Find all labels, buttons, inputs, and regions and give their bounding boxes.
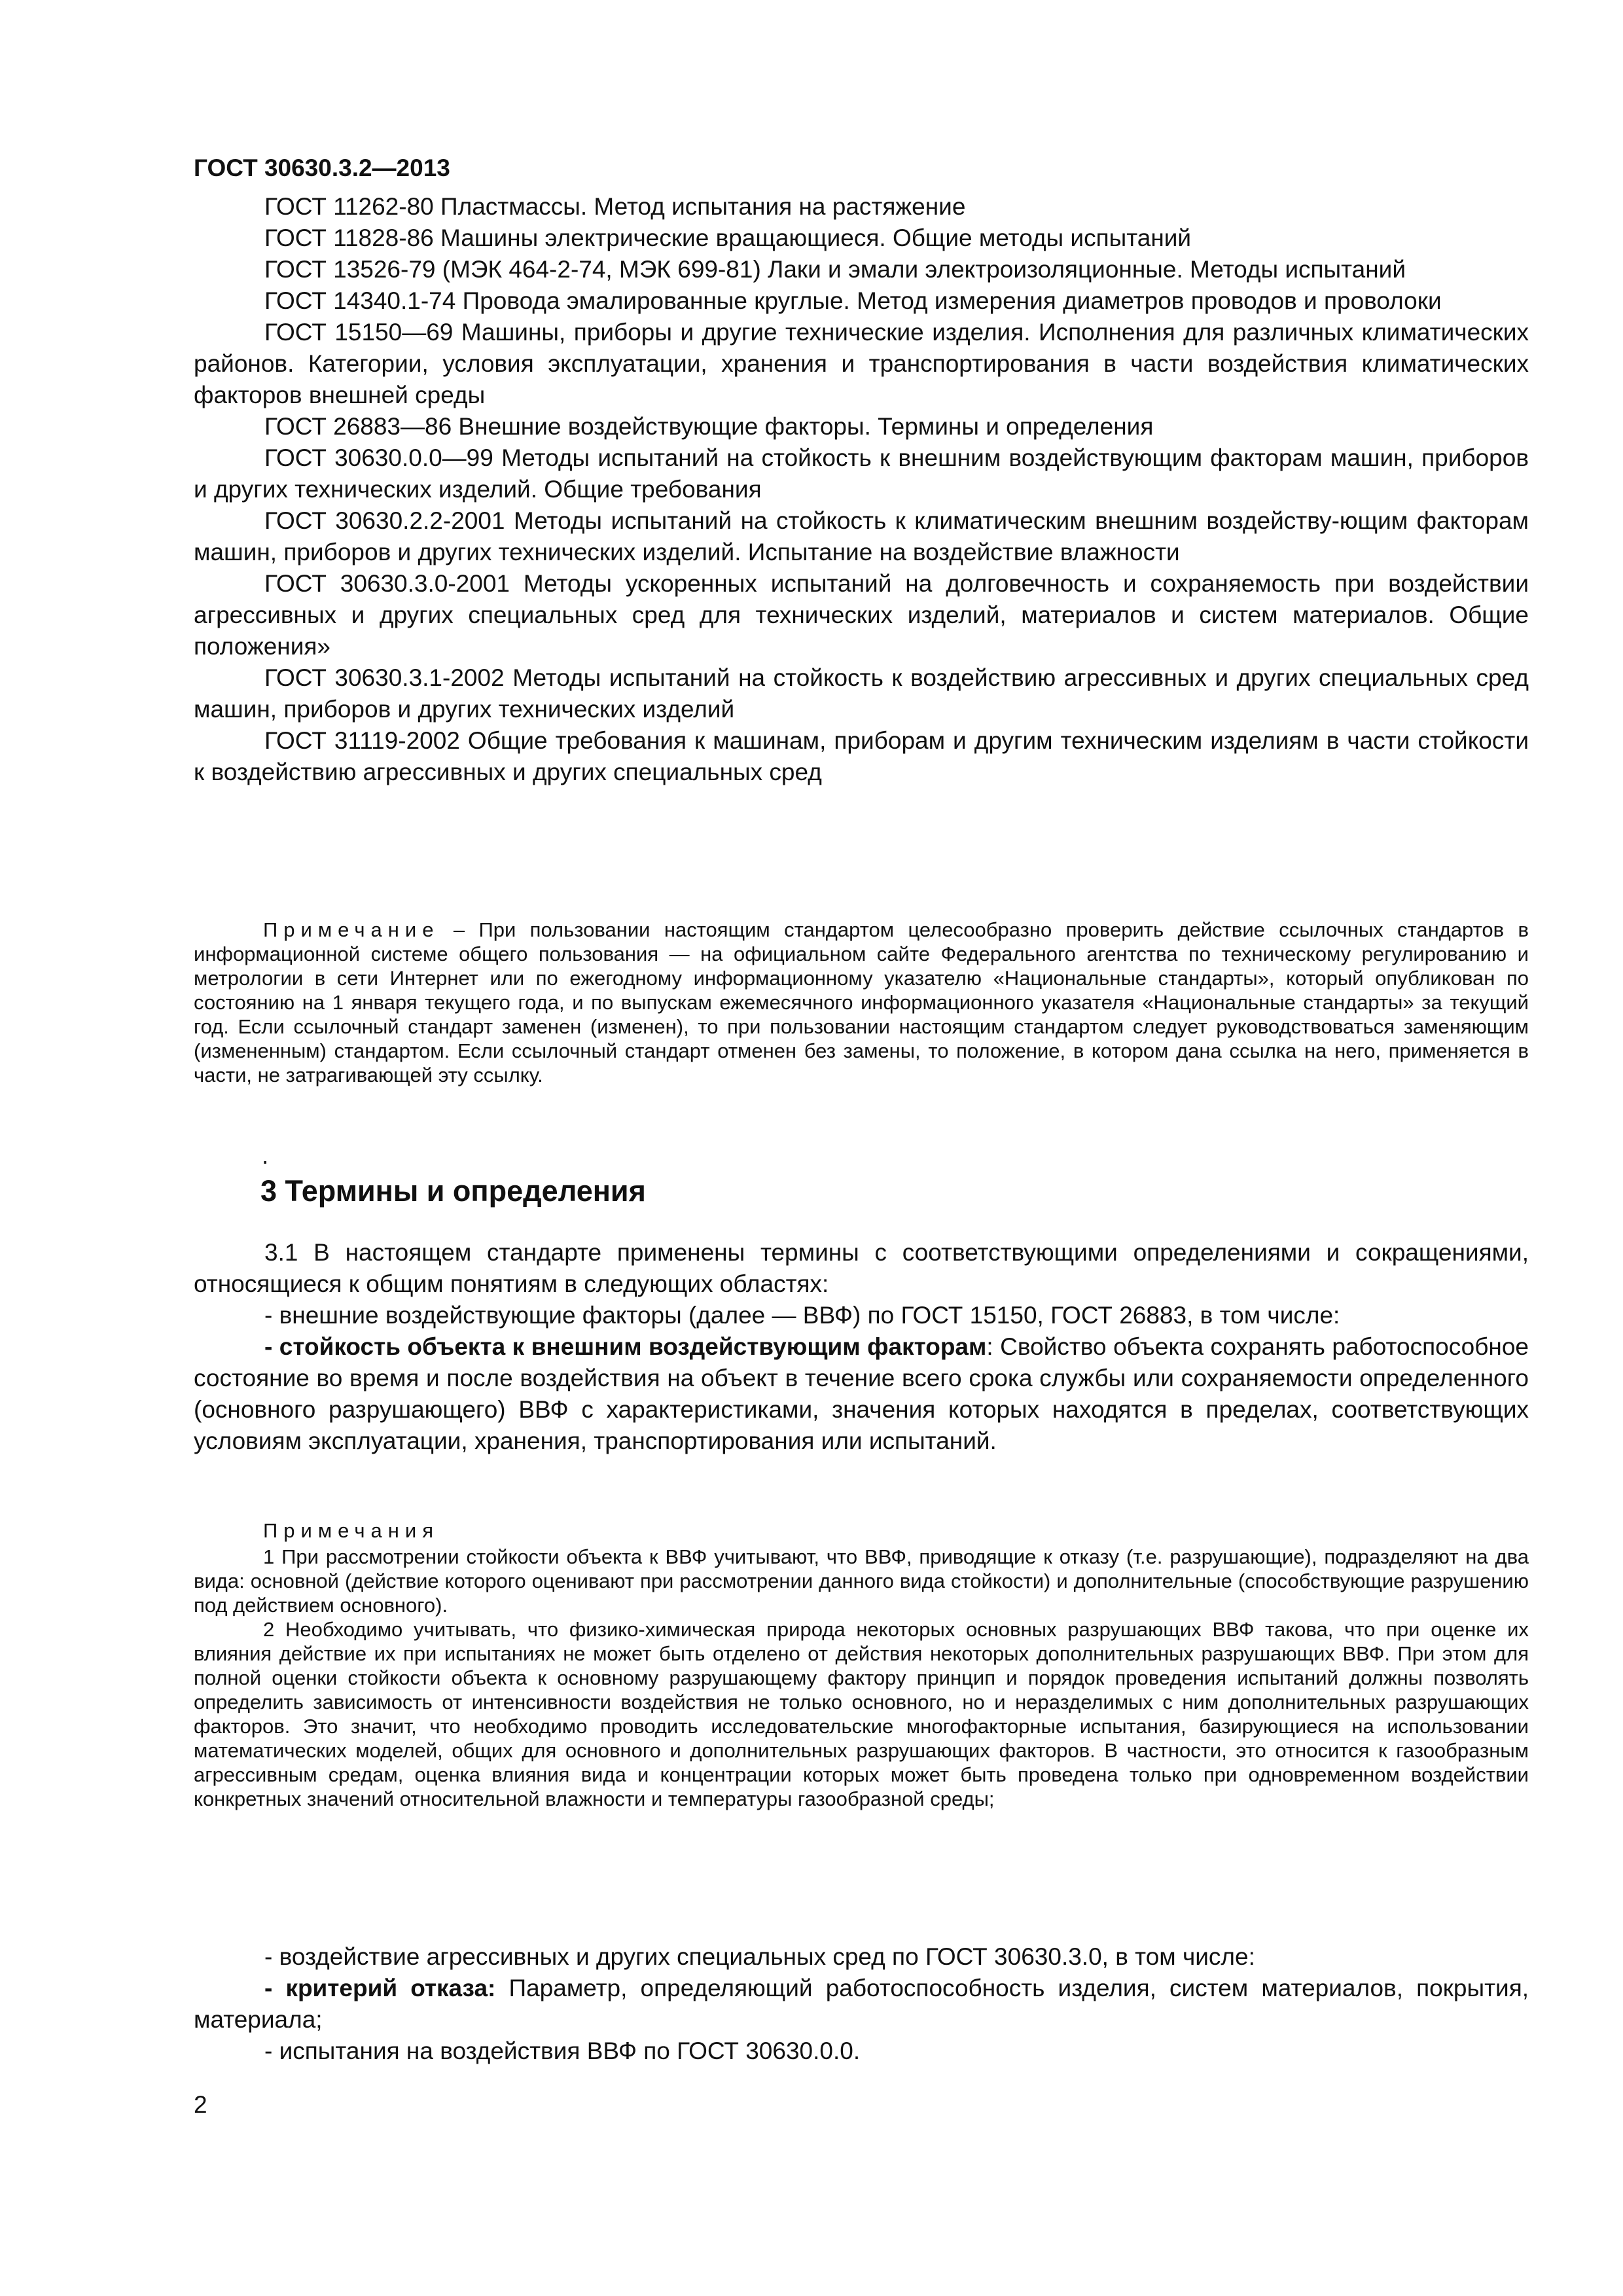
terms-notes <box>194 1518 1529 1811</box>
reference-item: ГОСТ 14340.1-74 Провода эмалированные круглые. Метод измерения диаметров проводов и проволоки <box>264 287 1442 314</box>
reference-note <box>194 918 1529 1087</box>
document-code-header: ГОСТ 30630.3.2—2013 <box>194 154 450 181</box>
reference-item: ГОСТ 26883—86 Внешние воздействующие факторы. Термины и определения <box>264 413 1154 440</box>
normative-references-list <box>194 191 1529 788</box>
reference-item: ГОСТ 30630.2.2-2001 Методы испытаний на стойкость к климатическим внешним воздейству-ющим факторам машин, приборов и других технических изделий. Испытание на воздействие влажности <box>194 507 1529 565</box>
reference-item: ГОСТ 13526-79 (МЭК 464-2-74, МЭК 699-81) Лаки и эмали электроизоляционные. Методы испытаний <box>264 256 1406 283</box>
terms-continuation <box>194 1941 1529 2067</box>
term-name: - критерий отказа: <box>264 1975 496 2001</box>
terms-area-item: - воздействие агрессивных и других специальных сред по ГОСТ 30630.3.0, в том числе: <box>264 1943 1255 1970</box>
page-number: 2 <box>194 2091 207 2118</box>
term-text: Параметр, определяющий работоспособность изделия, систем материалов, покрытия, материала; <box>194 1975 1529 2033</box>
terms-block <box>194 1237 1529 1457</box>
terms-area-item: - внешние воздействующие факторы (далее — ВВФ) по ГОСТ 15150, ГОСТ 26883, в том числе: <box>264 1302 1340 1329</box>
note-text: – При пользовании настоящим стандартом целесообразно проверить действие ссылочных стандартов в информационной системе общего пользования — на официальном сайте Федерального агентства по техническому регулированию и метрологии в сети Интернет или по ежегодному информационному указателю «Национальные стандарты», который опубликован по состоянию на 1 января текущего года, и по выпускам ежемесячного информационного указателя «Национальные стандарты» за текущий год. Если ссылочный стандарт заменен (изменен), то при пользовании настоящим стандартом следует руководствоваться заменяющим (измененным) стандартом. Если ссылочный стандарт отменен без замены, то положение, в котором дана ссылка на него, применяется в части, не затрагивающей эту ссылку. <box>194 918 1529 1086</box>
reference-item: ГОСТ 11828-86 Машины электрические вращающиеся. Общие методы испытаний <box>264 224 1192 251</box>
term-definition <box>194 1331 1529 1457</box>
term-name: - стойкость объекта к внешним воздействующим факторам <box>264 1333 987 1360</box>
terms-area-item: - испытания на воздействия ВВФ по ГОСТ 30630.0.0. <box>264 2037 861 2064</box>
terms-intro: 3.1 В настоящем стандарте применены термины с соответствующими определениями и сокращениями, относящиеся к общим понятиям в следующих областях: <box>194 1239 1529 1297</box>
note-label: Примечание <box>263 918 440 941</box>
reference-item: ГОСТ 31119-2002 Общие требования к машинам, приборам и другим техническим изделиям в части стойкости к воздействию агрессивных и других специальных сред <box>194 727 1529 785</box>
note-item: 1 При рассмотрении стойкости объекта к ВВФ учитывают, что ВВФ, приводящие к отказу (т.е. разрушающие), подразделяют на два вида: основной (действие которого оценивают при рассмотрении данного вида стойкости) и дополнительные (способствующие разрушению под действием основного). <box>194 1545 1529 1617</box>
reference-item: ГОСТ 30630.3.1-2002 Методы испытаний на стойкость к воздействию агрессивных и других специальных сред машин, приборов и других технических изделий <box>194 664 1529 723</box>
reference-item: ГОСТ 15150—69 Машины, приборы и другие технические изделия. Исполнения для различных климатических районов. Категории, условия эксплуатации, хранения и транспортирования в части воздействия климатических факторов внешней среды <box>194 319 1529 408</box>
term-text: : Свойство объекта сохранять работоспособное состояние во время и после воздействия на объект в течение всего срока службы или сохраняемости определенного (основного разрушающего) ВВФ с характеристиками, значения которых находятся в пределах, соответствующих условиям эксплуатации, хранения, транспортирования или испытаний. <box>194 1333 1529 1454</box>
reference-item: ГОСТ 30630.3.0-2001 Методы ускоренных испытаний на долговечность и сохраняемость при воздействии агрессивных и других специальных сред для технических изделий, материалов и систем материалов. Общие положения» <box>194 570 1529 660</box>
stray-dot: . <box>262 1142 269 1169</box>
section-heading: 3 Термины и определения <box>260 1174 646 1208</box>
note-item: 2 Необходимо учитывать, что физико-химическая природа некоторых основных разрушающих ВВФ такова, что при оценке их влияния действие их при испытаниях не может быть отделено от действия некоторых дополнительных разрушающих ВВФ. При этом для полной оценки стойкости объекта к основному разрушающему фактору принцип и порядок проведения испытаний должны позволять определить зависимость от интенсивности воздействия не только основного, но и неразделимых с ним дополнительных разрушающих факторов. Это значит, что необходимо проводить исследовательские многофакторные испытания, базирующиеся на использовании математических моделей, общих для основного и дополнительных разрушающих факторов. В частности, это относится к газообразным агрессивным средам, оценка влияния вида и концентрации которых может быть проведена только при одновременном воздействии конкретных значений относительной влажности и температуры газообразной среды; <box>194 1618 1529 1810</box>
reference-item: ГОСТ 11262-80 Пластмассы. Метод испытания на растяжение <box>264 193 966 220</box>
notes-title: Примечания <box>263 1519 439 1542</box>
term-definition <box>194 1973 1529 2036</box>
reference-item: ГОСТ 30630.0.0—99 Методы испытаний на стойкость к внешним воздействующим факторам машин, приборов и других технических изделий. Общие требования <box>194 444 1529 503</box>
